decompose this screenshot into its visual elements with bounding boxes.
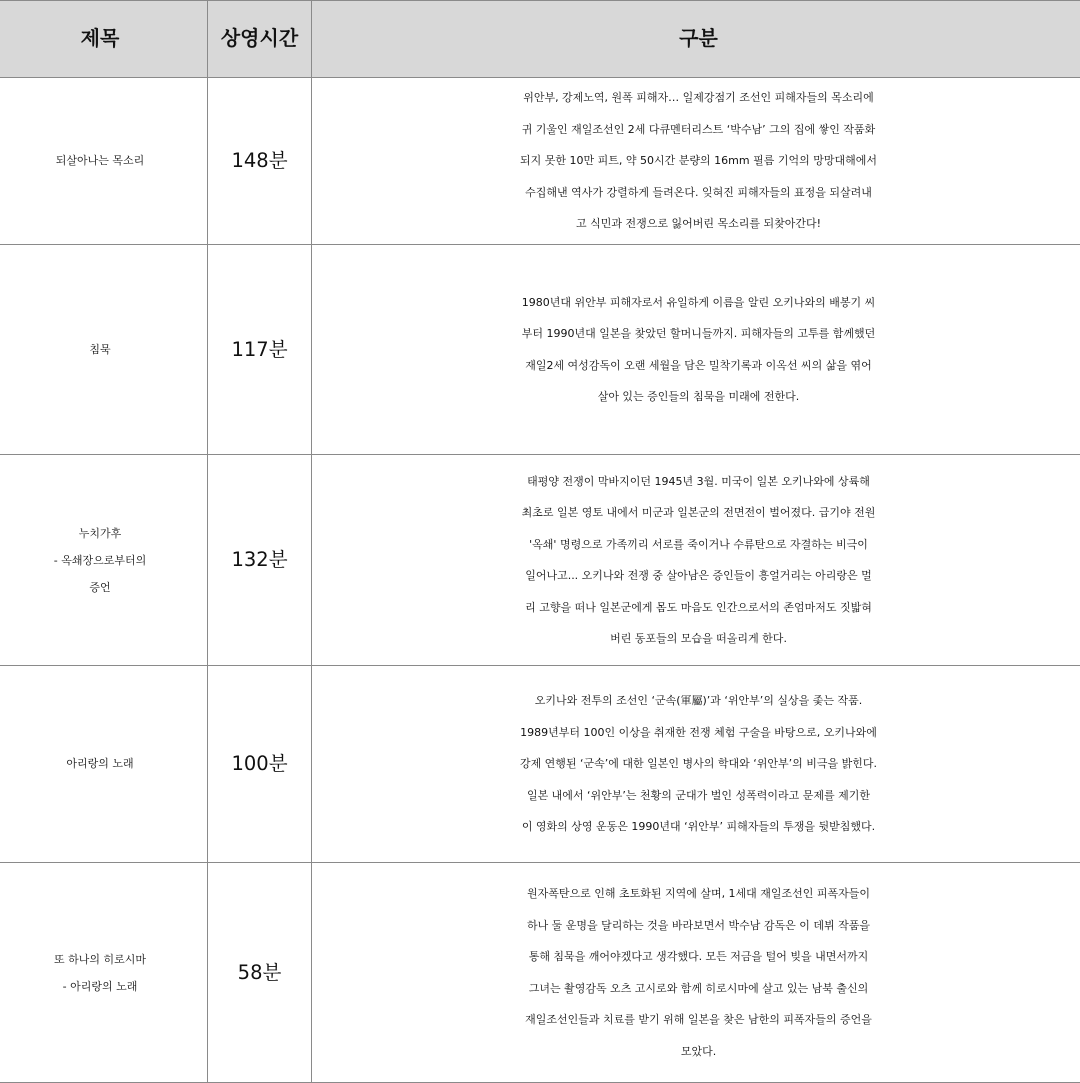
description-line: 부터 1990년대 일본을 찾았던 할머니들까지. 피해자들의 고투를 함께했던 [314, 318, 1080, 350]
description-line: 재일조선인들과 치료를 받기 위해 일본을 찾은 남한의 피폭자들의 증언을 [314, 1004, 1080, 1036]
runtime-cell: 117분 [208, 245, 312, 455]
description-line: '옥쇄' 명령으로 가족끼리 서로를 죽이거나 수류탄으로 자결하는 비극이 [314, 529, 1080, 561]
description-line: 통해 침묵을 깨어야겠다고 생각했다. 모든 저금을 털어 빚을 내면서까지 [314, 941, 1080, 973]
header-row [0, 1, 1080, 78]
film-title-line: 증언 [0, 574, 205, 601]
description-cell [312, 455, 1080, 666]
description-cell [312, 78, 1080, 245]
header-runtime: 상영시간 [208, 1, 312, 78]
description-line: 강제 연행된 ‘군속’에 대한 일본인 병사의 학대와 ‘위안부’의 비극을 밝힌다. [314, 748, 1080, 780]
description-line: 리 고향을 떠나 일본군에게 몸도 마음도 인간으로서의 존엄마저도 짓밟혀 [314, 592, 1080, 624]
header-category: 구분 [312, 1, 1080, 78]
description-line: 버린 동포들의 모습을 떠올리게 한다. [314, 623, 1080, 655]
description-line: 일어나고... 오키나와 전쟁 중 살아남은 증인들이 흥얼거리는 아리랑은 멀 [314, 560, 1080, 592]
description-line: 1989년부터 100인 이상을 취재한 전쟁 체험 구술을 바탕으로, 오키나와에 [314, 717, 1080, 749]
description-line: 살아 있는 증인들의 침묵을 미래에 전한다. [314, 381, 1080, 413]
film-title-line: - 옥쇄장으로부터의 [0, 547, 205, 574]
table-row [0, 455, 1080, 666]
runtime-cell: 148분 [208, 78, 312, 245]
description-line: 귀 기울인 재일조선인 2세 다큐멘터리스트 ‘박수남’ 그의 집에 쌓인 작품화 [314, 114, 1080, 146]
film-title-line: 누치가후 [0, 520, 205, 547]
film-title-line: 아리랑의 노래 [0, 748, 205, 780]
description-line: 1980년대 위안부 피해자로서 유일하게 이름을 알린 오키나와의 배봉기 씨 [314, 287, 1080, 319]
runtime-cell: 58분 [208, 863, 312, 1083]
film-title-cell [0, 455, 208, 666]
film-title-cell [0, 78, 208, 245]
film-title-cell [0, 245, 208, 455]
film-title-line: - 아리랑의 노래 [0, 973, 205, 1000]
table-body [0, 78, 1080, 1083]
header-title: 제목 [0, 1, 208, 78]
description-line: 수집해낸 역사가 강렬하게 들려온다. 잊혀진 피해자들의 표정을 되살려내 [314, 177, 1080, 209]
description-line: 되지 못한 10만 피트, 약 50시간 분량의 16mm 필름 기억의 망망대해에서 [314, 145, 1080, 177]
description-cell [312, 666, 1080, 863]
table-row [0, 863, 1080, 1083]
runtime-cell: 100분 [208, 666, 312, 863]
description-line: 일본 내에서 ‘위안부’는 천황의 군대가 벌인 성폭력이라고 문제를 제기한 [314, 780, 1080, 812]
description-line: 위안부, 강제노역, 원폭 피해자… 일제강점기 조선인 피해자들의 목소리에 [314, 82, 1080, 114]
description-line: 재일2세 여성감독이 오랜 세월을 담은 밀착기록과 이옥선 씨의 삶을 엮어 [314, 350, 1080, 382]
description-line: 오키나와 전투의 조선인 ‘군속(軍屬)’과 ‘위안부’의 실상을 좇는 작품. [314, 685, 1080, 717]
description-line: 하나 둘 운명을 달리하는 것을 바라보면서 박수남 감독은 이 데뷔 작품을 [314, 910, 1080, 942]
film-title-cell [0, 863, 208, 1083]
film-title-line: 침묵 [0, 334, 205, 366]
description-line: 최초로 일본 영토 내에서 미군과 일본군의 전면전이 벌어졌다. 급기야 전원 [314, 497, 1080, 529]
description-line: 모았다. [314, 1036, 1080, 1068]
film-title-cell [0, 666, 208, 863]
film-title-line: 되살아나는 목소리 [0, 145, 205, 177]
description-line: 고 식민과 전쟁으로 잃어버린 목소리를 되찾아간다! [314, 208, 1080, 240]
description-line: 원자폭탄으로 인해 초토화된 지역에 살며, 1세대 재일조선인 피폭자들이 [314, 878, 1080, 910]
table-row [0, 666, 1080, 863]
description-cell [312, 245, 1080, 455]
description-line: 그녀는 촬영감독 오츠 고시로와 함께 히로시마에 살고 있는 남북 출신의 [314, 973, 1080, 1005]
table-row [0, 245, 1080, 455]
description-line: 이 영화의 상영 운동은 1990년대 ‘위안부’ 피해자들의 투쟁을 뒷받침했다. [314, 811, 1080, 843]
film-title-line: 또 하나의 히로시마 [0, 946, 205, 973]
runtime-cell: 132분 [208, 455, 312, 666]
description-line: 태평양 전쟁이 막바지이던 1945년 3월. 미국이 일본 오키나와에 상륙해 [314, 466, 1080, 498]
table-row [0, 78, 1080, 245]
description-cell [312, 863, 1080, 1083]
